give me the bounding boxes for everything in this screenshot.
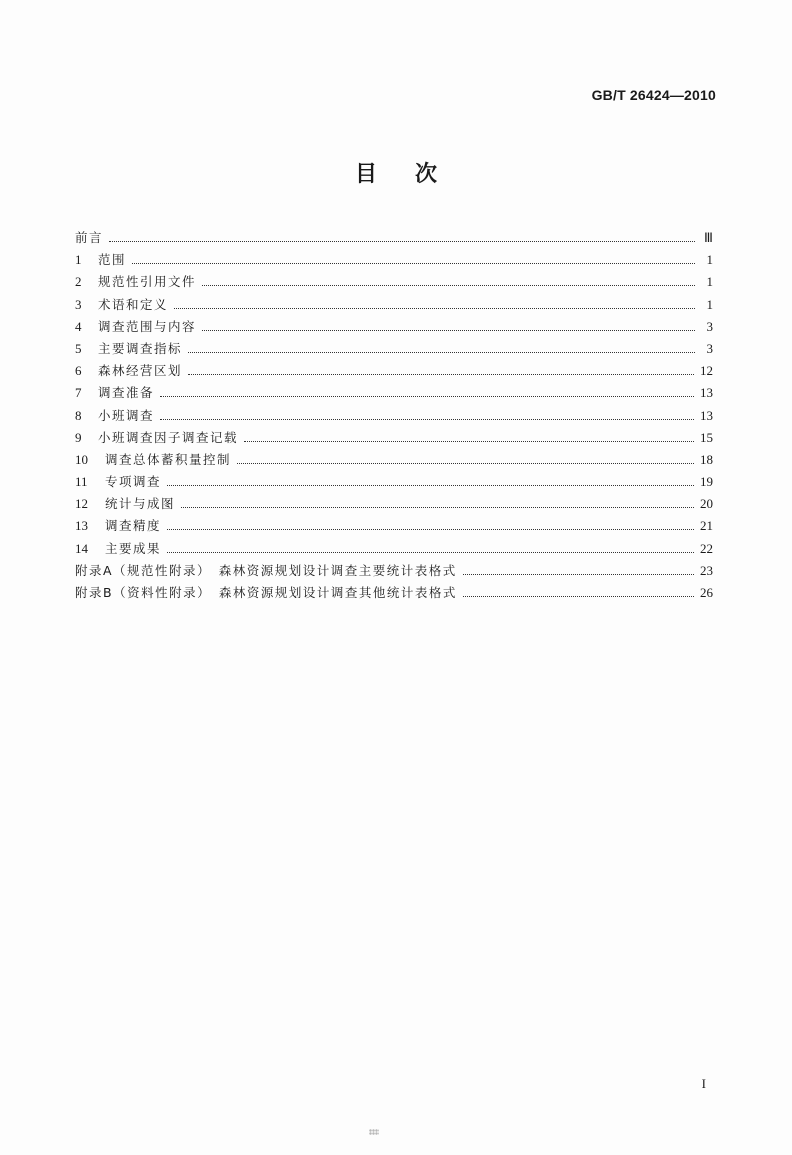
- dot-leader: [202, 330, 695, 331]
- toc-entry-annex-b[interactable]: [75, 583, 713, 605]
- toc-entry-number: 11: [75, 474, 88, 490]
- toc-entry-number: 4: [75, 318, 82, 334]
- toc-entry-page: 19: [700, 474, 713, 490]
- toc-entry-14[interactable]: [75, 539, 713, 561]
- toc-entry-label: 附录B（资料性附录） 森林资源规划设计调查其他统计表格式: [75, 585, 457, 600]
- toc-entry-number: 2: [75, 274, 82, 290]
- toc-entry-label: 调查准备: [98, 385, 155, 401]
- toc-entry-page: 1: [706, 274, 713, 290]
- toc-entry-8[interactable]: [75, 406, 713, 428]
- toc-entry-2[interactable]: [75, 272, 713, 294]
- toc-entry-number: 3: [75, 296, 82, 312]
- toc-entry-page: 13: [700, 385, 713, 401]
- toc-entry-number: 8: [75, 407, 82, 423]
- toc-entry-10[interactable]: [75, 450, 713, 472]
- toc-entry-page: 18: [700, 451, 713, 467]
- dot-leader: [109, 241, 695, 242]
- toc-entry-13[interactable]: [75, 516, 713, 538]
- toc-entry-label: 规范性引用文件: [98, 274, 197, 290]
- dot-leader: [237, 463, 694, 464]
- dot-leader: [188, 374, 694, 375]
- toc-entry-label: 范围: [98, 252, 127, 268]
- toc-entry-page: 22: [700, 540, 713, 556]
- toc-entry-page: 1: [706, 252, 713, 268]
- toc-entry-page: 15: [700, 429, 713, 445]
- toc-entry-3[interactable]: [75, 295, 713, 317]
- dot-leader: [167, 485, 694, 486]
- toc-entry-label: 调查范围与内容: [98, 318, 197, 334]
- toc-entry-label: 统计与成图: [105, 496, 176, 512]
- page-number: I: [701, 1076, 706, 1091]
- toc-entry-preface[interactable]: [75, 228, 713, 250]
- dot-leader: [167, 552, 694, 553]
- dot-leader: [202, 285, 695, 286]
- toc-entry-label: 小班调查因子调查记载: [98, 429, 239, 445]
- toc-entry-label: 术语和定义: [98, 296, 169, 312]
- dot-leader: [181, 507, 694, 508]
- toc-entry-page: Ⅲ: [704, 230, 713, 245]
- toc-entry-6[interactable]: [75, 361, 713, 383]
- dot-leader: [160, 396, 694, 397]
- dot-leader: [132, 263, 695, 264]
- dot-leader: [174, 308, 695, 309]
- dot-leader: [188, 352, 695, 353]
- toc-entry-11[interactable]: [75, 472, 713, 494]
- toc-entry-label: 小班调查: [98, 407, 155, 423]
- toc-entry-label: 森林经营区划: [98, 363, 183, 379]
- toc-entry-number: 7: [75, 385, 82, 401]
- table-of-contents: [75, 228, 713, 605]
- toc-entry-number: 10: [75, 451, 88, 467]
- toc-entry-label: 主要调查指标: [98, 340, 183, 356]
- toc-entry-label: 前言: [75, 230, 104, 245]
- toc-entry-7[interactable]: [75, 383, 713, 405]
- toc-entry-number: 9: [75, 429, 82, 445]
- toc-title: 目次: [354, 162, 475, 187]
- toc-entry-12[interactable]: [75, 494, 713, 516]
- toc-entry-page: 21: [700, 518, 713, 534]
- toc-entry-page: 26: [700, 585, 713, 600]
- scan-artifact: [369, 1129, 379, 1135]
- toc-entry-page: 23: [700, 562, 713, 578]
- toc-entry-1[interactable]: [75, 250, 713, 272]
- toc-entry-annex-a[interactable]: [75, 561, 713, 583]
- dot-leader: [160, 419, 694, 420]
- toc-entry-page: 3: [706, 340, 713, 356]
- toc-entry-number: 1: [75, 252, 82, 268]
- toc-entry-number: 5: [75, 340, 82, 356]
- toc-entry-label: 专项调查: [105, 474, 162, 490]
- toc-entry-number: 6: [75, 363, 82, 379]
- dot-leader: [167, 529, 694, 530]
- toc-entry-label: 调查总体蓄积量控制: [105, 451, 232, 467]
- toc-entry-label: 调查精度: [105, 518, 162, 534]
- toc-entry-5[interactable]: [75, 339, 713, 361]
- toc-entry-page: 3: [706, 318, 713, 334]
- toc-entry-9[interactable]: [75, 428, 713, 450]
- toc-entry-number: 12: [75, 496, 88, 512]
- dot-leader: [244, 441, 694, 442]
- toc-entry-page: 1: [706, 296, 713, 312]
- toc-entry-4[interactable]: [75, 317, 713, 339]
- dot-leader: [463, 574, 694, 575]
- toc-entry-label: 附录A（规范性附录） 森林资源规划设计调查主要统计表格式: [75, 562, 457, 578]
- toc-entry-label: 主要成果: [105, 540, 162, 556]
- toc-entry-number: 14: [75, 540, 88, 556]
- toc-entry-page: 20: [700, 496, 713, 512]
- toc-entry-page: 12: [700, 363, 713, 379]
- standard-code: GB/T 26424—2010: [591, 87, 716, 103]
- dot-leader: [463, 596, 694, 597]
- toc-entry-number: 13: [75, 518, 88, 534]
- toc-entry-page: 13: [700, 407, 713, 423]
